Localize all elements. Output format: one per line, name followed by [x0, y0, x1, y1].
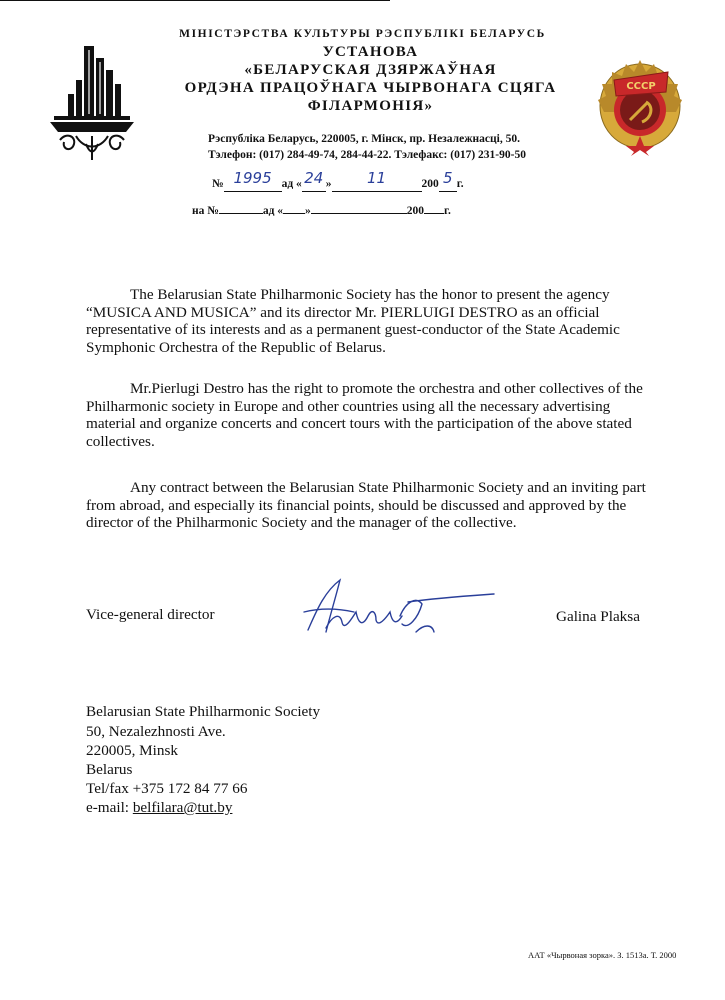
letter-paragraph-3: Any contract between the Belarusian State Philharmonic Society and an inviting part from abroad, and especially its financial points, should be discussed and approved by the director of the Philharmonic Society and the manager of the collective. [86, 479, 646, 531]
signatory-name: Galina Plaksa [556, 608, 640, 625]
ref-year-handwritten: 5 [442, 169, 453, 187]
postal-address: Рэспубліка Беларусь, 220005, г. Мінск, пр. Незалежнасці, 50. [208, 133, 520, 145]
footer-organization: Belarusian State Philharmonic Society [86, 703, 321, 720]
institution-title-line-2: «БЕЛАРУСКАЯ ДЗЯРЖАЎНАЯ [244, 62, 497, 78]
ref-year-prefix: 200 [421, 178, 439, 190]
email-label: e-mail: [86, 799, 133, 816]
incoming-year-suffix: г. [444, 205, 451, 217]
letter-paragraph-2: Mr.Pierlugi Destro has the right to promote the orchestra and other collectives of the Philharmonic society in Europe and other countries using all the necessary advertising material and organize concerts and concert tours with the participation of the above stated collectives. [86, 380, 643, 450]
ref-number-handwritten: 1995 [233, 169, 272, 187]
ref-date-close: » [325, 178, 332, 190]
footer-country: Belarus [86, 761, 133, 778]
ref-month-handwritten: 11 [366, 169, 387, 187]
incoming-date-label: ад « [262, 205, 284, 217]
footer-telfax: Tel/fax +375 172 84 77 66 [86, 780, 248, 797]
footer-street: 50, Nezalezhnosti Ave. [86, 723, 226, 740]
footer-email-line [86, 799, 232, 817]
incoming-date-close: » [305, 205, 311, 217]
ministry-title: МІНІСТЭРСТВА КУЛЬТУРЫ РЭСПУБЛІКІ БЕЛАРУСЬ [179, 28, 546, 40]
ref-number-label: № [212, 178, 224, 190]
emblem-cccp-text: СССР [626, 81, 656, 92]
order-red-banner-emblem-icon [594, 50, 686, 156]
institution-title-line-3: ОРДЭНА ПРАЦОЎНАГА ЧЫРВОНАГА СЦЯГА [184, 80, 557, 96]
letter-paragraph-1: The Belarusian State Philharmonic Society has the honor to present the agency “MUSICA AND MUSICA” and its director Mr. PIERLUIGI DESTRO as an official representative of its interests and as a permanent guest-conductor of the State Academic Symphonic Orchestra of the Republic of Belarus. [86, 286, 620, 356]
signatory-title: Vice-general director [86, 606, 215, 623]
outgoing-reference-line [212, 169, 464, 192]
incoming-number-label: на № [192, 205, 219, 217]
header-divider [0, 0, 390, 1]
footer-city: 220005, Minsk [86, 742, 178, 759]
incoming-reference-line [192, 205, 451, 217]
phone-numbers: Тэлефон: (017) 284-49-74, 284-44-22. Тэлефакс: (017) 231-90-50 [208, 149, 526, 161]
ref-year-suffix: г. [456, 178, 464, 190]
institution-title-line-4: ФІЛАРМОНІЯ» [307, 98, 434, 114]
ref-day-handwritten: 24 [304, 169, 324, 187]
incoming-year-prefix: 200 [406, 205, 425, 217]
email-link[interactable]: belfilara@tut.by [132, 799, 233, 816]
institution-title-line-1: УСТАНОВА [322, 44, 419, 60]
ref-date-label: ад « [281, 178, 302, 190]
handwritten-signature [296, 572, 496, 644]
printer-mark: ААТ «Чырвоная зорка». З. 1513а. Т. 2000 [528, 950, 677, 960]
